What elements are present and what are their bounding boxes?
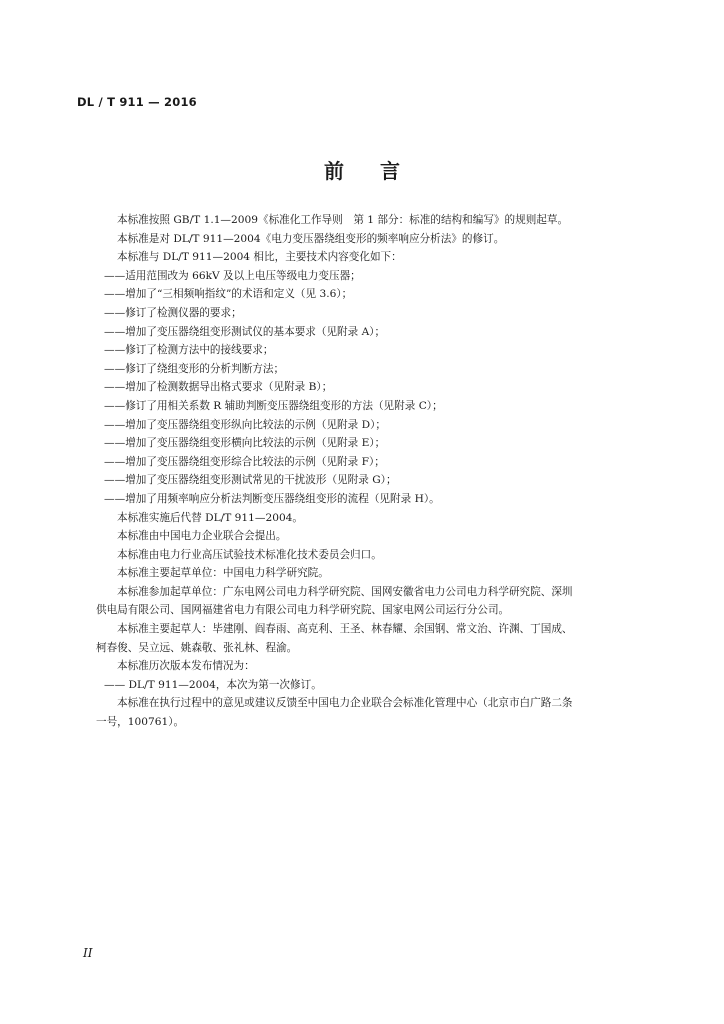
list-item: ——增加了变压器绕组变形测试仪的基本要求（见附录 A）； — [104, 325, 386, 338]
list-item: ——增加了变压器绕组变形横向比较法的示例（见附录 E）； — [104, 437, 386, 450]
list-item: ——增加了检测数据导出格式要求（见附录 B）； — [104, 381, 333, 394]
paragraph-drafting-rules: 本标准按照 GB/T 1.1—2009《标准化工作导则 第 1 部分：标准的结构和编写》的规则起草。 — [117, 214, 569, 226]
standard-code: DL / T 911 — 2016 — [77, 95, 197, 109]
list-item: ——增加了变压器绕组变形测试常见的干扰波形（见附录 G）； — [104, 474, 397, 487]
paragraph-main-drafting-unit: 本标准主要起草单位：中国电力科学研究院。 — [117, 567, 329, 580]
page-title: 前言 — [324, 159, 436, 183]
paragraph-main-drafters: 本标准主要起草人：毕建刚、阎春雨、高克利、王圣、林春耀、余国钢、常文治、许渊、丁国成、 — [117, 623, 573, 636]
list-item: ——修订了绕组变形的分析判断方法； — [104, 362, 285, 375]
paragraph-feedback: 本标准在执行过程中的意见或建议反馈至中国电力企业联合会标准化管理中心（北京市白广路二条 — [117, 697, 573, 710]
list-item: ——适用范围改为 66kV 及以上电压等级电力变压器； — [104, 269, 361, 282]
page-number: II — [83, 946, 93, 960]
list-item: ——修订了检测仪器的要求； — [104, 306, 242, 319]
paragraph-participating-units-cont: 供电局有限公司、国网福建省电力有限公司电力科学研究院、国家电网公司运行分公司。 — [96, 604, 510, 617]
paragraph-revision-of: 本标准是对 DL/T 911—2004《电力变压器绕组变形的频率响应分析法》的修订。 — [117, 232, 505, 245]
list-item: ——增加了用频率响应分析法判断变压器绕组变形的流程（见附录 H）。 — [104, 492, 440, 505]
list-item: ——增加了变压器绕组变形纵向比较法的示例（见附录 D）； — [104, 418, 386, 431]
foreword-body — [96, 211, 661, 732]
paragraph-replaces: 本标准实施后代替 DL/T 911—2004。 — [117, 511, 304, 524]
list-item: ——增加了“三相频响指纹”的术语和定义（见 3.6）； — [104, 288, 353, 301]
paragraph-main-drafters-cont: 柯春俊、吴立远、姚森敬、张礼林、程渝。 — [96, 641, 298, 654]
paragraph-participating-units: 本标准参加起草单位：广东电网公司电力科学研究院、国网安徽省电力公司电力科学研究院、深圳 — [117, 585, 573, 598]
list-item: ——修订了检测方法中的接线要求； — [104, 344, 274, 357]
paragraph-under-jurisdiction: 本标准由电力行业高压试验技术标准化技术委员会归口。 — [117, 548, 382, 561]
paragraph-feedback-cont: 一号，100761）。 — [96, 716, 185, 729]
paragraph-changes-intro: 本标准与 DL/T 911—2004 相比，主要技术内容变化如下： — [117, 251, 402, 264]
paragraph-release-history: 本标准历次版本发布情况为： — [117, 660, 255, 673]
list-item: —— DL/T 911—2004，本次为第一次修订。 — [104, 678, 322, 691]
list-item: ——修订了用相关系数 R 辅助判断变压器绕组变形的方法（见附录 C）； — [104, 399, 443, 412]
paragraph-proposed-by: 本标准由中国电力企业联合会提出。 — [117, 530, 287, 543]
list-item: ——增加了变压器绕组变形综合比较法的示例（见附录 F）； — [104, 455, 385, 468]
